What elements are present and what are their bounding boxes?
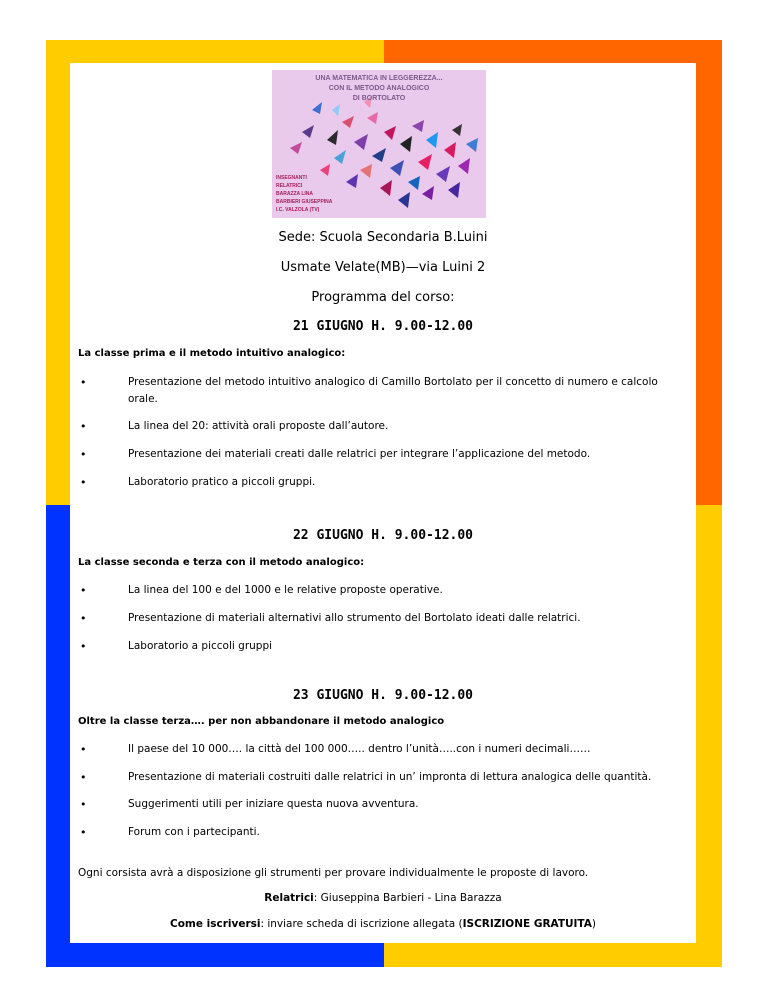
frame-left-yellow <box>46 40 70 505</box>
iscrizione-line <box>70 918 696 930</box>
day-header: 22 GIUGNO H. 9.00-12.00 <box>292 528 473 543</box>
banner-title-line: DI BORTOLATO <box>352 95 406 102</box>
iscrizione-gratuita: ISCRIZIONE GRATUITA <box>462 918 592 930</box>
list-item: • Laboratorio pratico a piccoli gruppi. <box>78 474 678 491</box>
frame-right-yellow <box>696 505 722 967</box>
closing-note: Ogni corsista avrà a disposizione gli strumenti per provare individualmente le proposte di lavoro. <box>78 867 589 879</box>
day-items <box>78 582 678 655</box>
banner-author-line: BARAZZA LINA <box>276 191 314 197</box>
list-item: • Presentazione di materiali alternativi allo strumento del Bortolato ideati dalle relatrici. <box>78 610 678 627</box>
banner-author-line: INSEGNANTI <box>276 175 307 181</box>
banner-title <box>272 74 486 104</box>
frame-bottom-blue <box>46 943 384 967</box>
list-item: • Il paese del 10 000…. la città del 100 000….. dentro l’unità…..con i numeri decimali…… <box>78 741 678 758</box>
venue-address: Usmate Velate(MB)—via Luini 2 <box>280 260 486 275</box>
banner-image <box>272 70 486 218</box>
venue-line: Sede: Scuola Secondaria B.Luini <box>278 230 488 245</box>
frame-top-yellow <box>46 40 384 63</box>
banner-authors <box>276 174 332 214</box>
relatrici-names: : Giuseppina Barbieri - Lina Barazza <box>313 892 502 904</box>
relatrici-label: Relatrici <box>264 892 314 904</box>
day-subtitle: Oltre la classe terza…. per non abbandonare il metodo analogico <box>78 716 445 727</box>
day-subtitle: La classe seconda e terza con il metodo analogico: <box>78 557 365 568</box>
banner-author-line: RELATRICI <box>276 183 303 189</box>
banner-author-line: BARBIERI GIUSEPPINA <box>276 199 333 205</box>
iscrizione-text: : inviare scheda di iscrizione allegata ( <box>260 918 463 930</box>
program-title: Programma del corso: <box>311 290 455 305</box>
banner-title-line: CON IL METODO ANALOGICO <box>328 85 430 92</box>
list-item: • Suggerimenti utili per iniziare questa nuova avventura. <box>78 796 678 813</box>
frame-right-orange <box>696 40 722 505</box>
frame-left-blue <box>46 505 70 967</box>
banner-author-line: I.C. VALZOLA (TV) <box>276 207 320 213</box>
list-item: • Presentazione dei materiali creati dalle relatrici per integrare l’applicazione del metodo. <box>78 446 678 463</box>
list-item: • La linea del 100 e del 1000 e le relative proposte operative. <box>78 582 678 599</box>
day-header: 21 GIUGNO H. 9.00-12.00 <box>292 319 473 334</box>
frame-top-orange <box>384 40 722 63</box>
frame-bottom-yellow <box>384 943 722 967</box>
iscrizione-close: ) <box>591 918 597 930</box>
day-subtitle: La classe prima e il metodo intuitivo analogico: <box>78 348 346 359</box>
day-items <box>78 741 678 841</box>
list-item: • La linea del 20: attività orali proposte dall’autore. <box>78 418 678 435</box>
list-item: • Presentazione del metodo intuitivo analogico di Camillo Bortolato per il concetto di numero e calcolo orale. <box>78 374 678 408</box>
relatrici-line <box>70 892 696 904</box>
banner-title-line: UNA MATEMATICA IN LEGGEREZZA... <box>315 75 443 82</box>
day-header: 23 GIUGNO H. 9.00-12.00 <box>292 688 473 703</box>
list-item: • Laboratorio a piccoli gruppi <box>78 638 678 655</box>
list-item: • Presentazione di materiali costruiti dalle relatrici in un’ impronta di lettura analogica delle quantità. <box>78 769 678 786</box>
iscrizione-label: Come iscriversi <box>169 918 261 930</box>
list-item: • Forum con i partecipanti. <box>78 824 678 841</box>
day-items <box>78 374 678 491</box>
